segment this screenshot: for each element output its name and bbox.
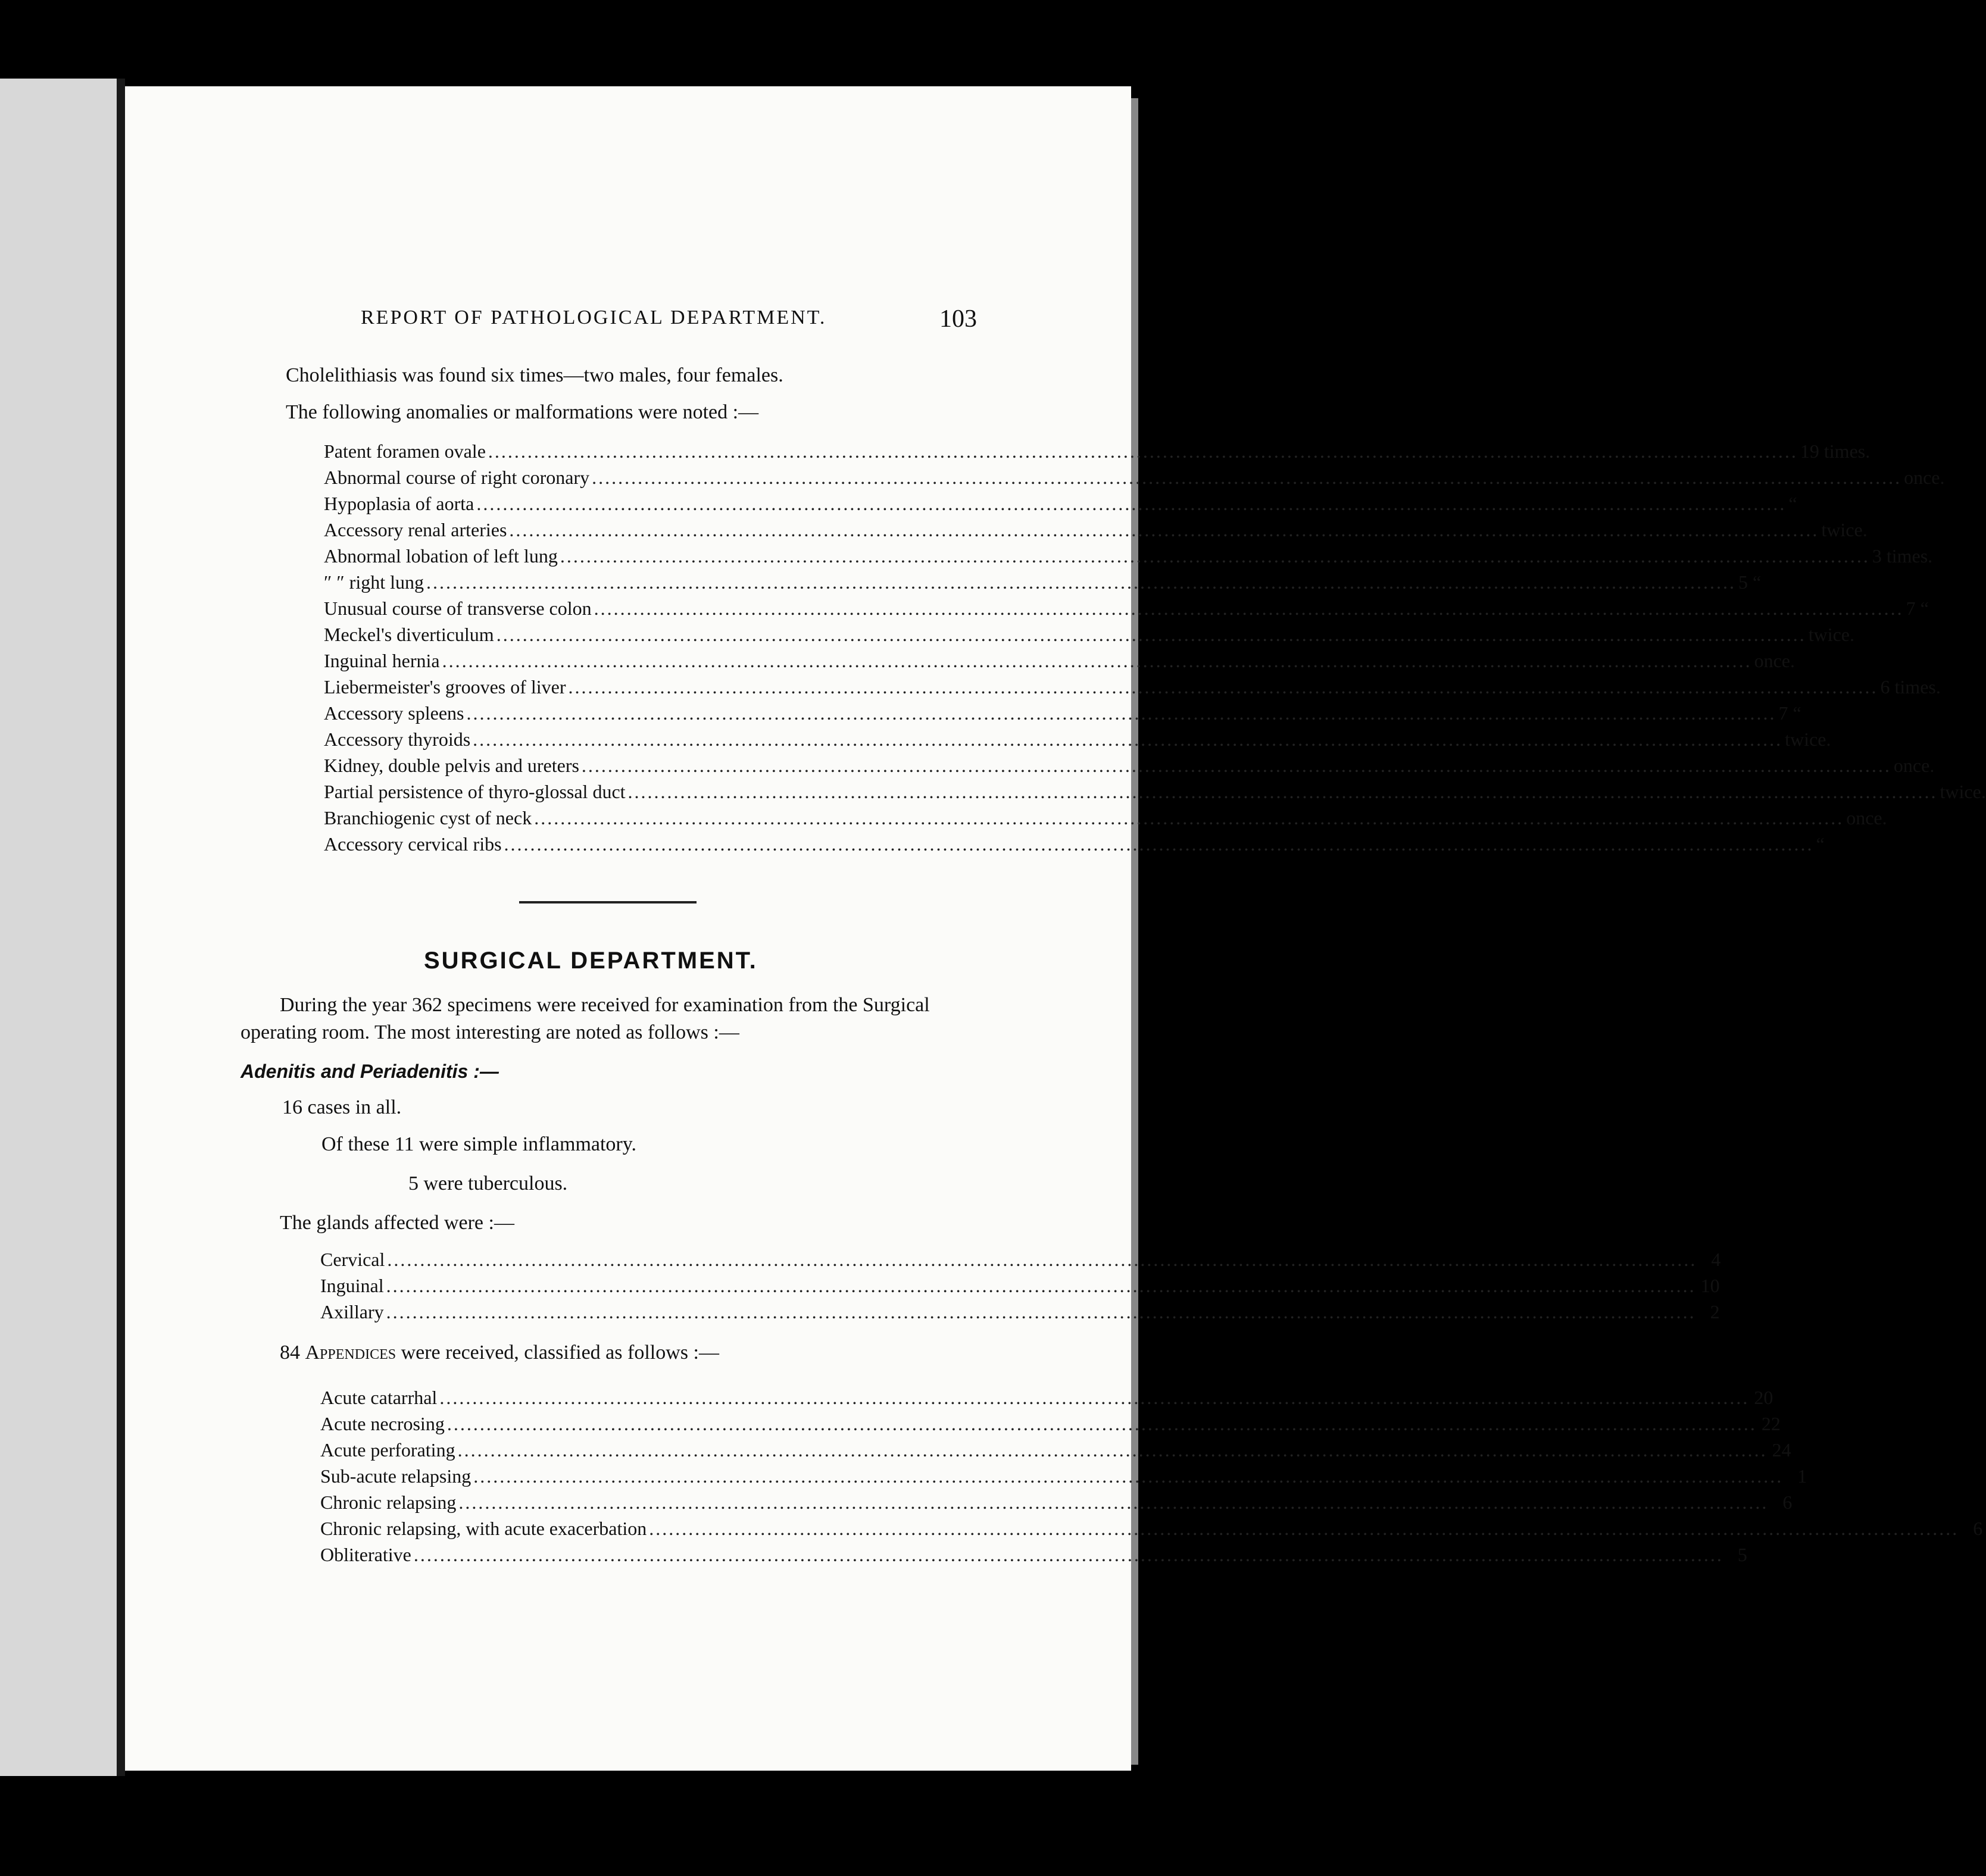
- list-item: [324, 833, 1825, 859]
- item-label: Acute perforating: [320, 1439, 455, 1461]
- dot-leader: ........................................................................................................................................................................................................: [439, 1387, 1750, 1408]
- item-value: 6: [1782, 1492, 1793, 1513]
- list-item: [324, 519, 1868, 545]
- list-item: [324, 781, 1986, 807]
- item-value: 5 “: [1738, 571, 1762, 593]
- gutter-shadow: [117, 79, 125, 1776]
- list-item: [320, 1544, 1747, 1570]
- dot-leader: ........................................................................................................................................................................................................: [594, 598, 1904, 619]
- item-label: Liebermeister's grooves of liver: [324, 676, 566, 698]
- list-item: [320, 1413, 1781, 1439]
- item-label: Kidney, double pelvis and ureters: [324, 755, 579, 776]
- item-value: “: [1816, 833, 1825, 855]
- section-title: SURGICAL DEPARTMENT.: [424, 948, 758, 974]
- item-value: twice.: [1821, 519, 1868, 540]
- dot-leader: ........................................................................................................................................................................................................: [476, 493, 1787, 514]
- appendices-rest: were received, classified as follows :—: [396, 1342, 719, 1364]
- dot-leader: ........................................................................................................................................................................................................: [458, 1492, 1769, 1513]
- list-item: [320, 1249, 1721, 1275]
- dot-leader: ........................................................................................................................................................................................................: [386, 1301, 1696, 1322]
- dot-leader: ........................................................................................................................................................................................................: [560, 545, 1870, 567]
- list-item: [324, 676, 1941, 702]
- item-value: 6: [1973, 1518, 1983, 1539]
- list-item: [320, 1465, 1807, 1492]
- dot-leader: ........................................................................................................................................................................................................: [488, 440, 1798, 462]
- dot-leader: ........................................................................................................................................................................................................: [649, 1518, 1959, 1539]
- page-number: 103: [939, 305, 977, 333]
- item-value: once.: [1754, 650, 1795, 671]
- item-label: Chronic relapsing, with acute exacerbation: [320, 1518, 647, 1539]
- item-value: 7 “: [1778, 702, 1801, 724]
- facing-page-edge: [0, 79, 117, 1776]
- item-value: once.: [1893, 755, 1935, 776]
- list-item: [320, 1275, 1720, 1301]
- item-value: once.: [1904, 467, 1945, 488]
- list-item: [324, 755, 1935, 781]
- appendices-word: Appendices: [305, 1342, 396, 1364]
- item-value: 4: [1711, 1249, 1721, 1270]
- dot-leader: ........................................................................................................................................................................................................: [496, 624, 1806, 645]
- surgical-intro-line1: During the year 362 specimens were received for examination from the Surgical: [280, 994, 930, 1016]
- item-value: 22: [1761, 1413, 1781, 1434]
- item-label: Unusual course of transverse colon: [324, 598, 592, 619]
- list-item: [324, 807, 1887, 833]
- item-label: Accessory thyroids: [324, 728, 471, 750]
- list-item: [320, 1301, 1720, 1327]
- dot-leader: ........................................................................................................................................................................................................: [387, 1249, 1697, 1270]
- item-label: Inguinal hernia: [324, 650, 440, 671]
- item-value: twice.: [1785, 728, 1831, 750]
- list-item: [320, 1439, 1791, 1465]
- item-label: Cervical: [320, 1249, 385, 1270]
- item-value: 2: [1710, 1301, 1720, 1322]
- anomalies-lead: The following anomalies or malformations were noted :—: [286, 401, 759, 423]
- page-right-edge: [1131, 98, 1138, 1765]
- appendices-list: [320, 1387, 1983, 1570]
- item-label: Sub-acute relapsing: [320, 1465, 471, 1487]
- item-label: Hypoplasia of aorta: [324, 493, 474, 514]
- list-item: [324, 702, 1801, 728]
- item-label: Meckel's diverticulum: [324, 624, 494, 645]
- appendices-lead: [280, 1342, 719, 1364]
- dot-leader: ........................................................................................................................................................................................................: [473, 1465, 1784, 1487]
- dot-leader: ........................................................................................................................................................................................................: [413, 1544, 1723, 1565]
- item-value: 1: [1797, 1465, 1807, 1487]
- appendices-count: 84: [280, 1342, 300, 1364]
- dot-leader: ........................................................................................................................................................................................................: [386, 1275, 1696, 1296]
- list-item: [320, 1492, 1793, 1518]
- list-item: [324, 467, 1945, 493]
- list-item: [324, 571, 1762, 598]
- list-item: [324, 728, 1831, 755]
- item-label: Inguinal: [320, 1275, 384, 1296]
- dot-leader: ........................................................................................................................................................................................................: [442, 650, 1752, 671]
- item-value: “: [1788, 493, 1797, 514]
- item-label: Axillary: [320, 1301, 384, 1322]
- item-value: 19 times.: [1800, 440, 1871, 462]
- item-value: 6 times.: [1880, 676, 1941, 698]
- dot-leader: ........................................................................................................................................................................................................: [627, 781, 1938, 802]
- item-label: ″ ″ right lung: [324, 571, 424, 593]
- item-label: Accessory cervical ribs: [324, 833, 502, 855]
- item-value: 24: [1772, 1439, 1791, 1461]
- item-value: once.: [1846, 807, 1887, 828]
- list-item: [324, 650, 1795, 676]
- list-item: [324, 493, 1797, 519]
- glands-list: [320, 1249, 1721, 1327]
- item-value: 3 times.: [1872, 545, 1933, 567]
- dot-leader: ........................................................................................................................................................................................................: [473, 728, 1783, 750]
- item-label: Partial persistence of thyro-glossal duct: [324, 781, 626, 802]
- adenitis-heading: Adenitis and Periadenitis :—: [241, 1061, 499, 1082]
- cases-count: 16 cases in all.: [282, 1096, 402, 1118]
- item-value: 10: [1700, 1275, 1720, 1296]
- item-label: Abnormal lobation of left lung: [324, 545, 558, 567]
- item-label: Accessory renal arteries: [324, 519, 507, 540]
- dot-leader: ........................................................................................................................................................................................................: [466, 702, 1776, 724]
- item-label: Chronic relapsing: [320, 1492, 457, 1513]
- item-label: Acute necrosing: [320, 1413, 445, 1434]
- dot-leader: ........................................................................................................................................................................................................: [446, 1413, 1757, 1434]
- item-label: Abnormal course of right coronary: [324, 467, 590, 488]
- list-item: [324, 545, 1933, 571]
- list-item: [320, 1387, 1773, 1413]
- list-item: [324, 598, 1929, 624]
- dot-leader: ........................................................................................................................................................................................................: [457, 1439, 1768, 1461]
- item-value: twice.: [1940, 781, 1986, 802]
- anomalies-list: [324, 440, 1986, 859]
- list-item: [324, 440, 1871, 467]
- item-label: Patent foramen ovale: [324, 440, 486, 462]
- item-value: 7 “: [1906, 598, 1929, 619]
- dot-leader: ........................................................................................................................................................................................................: [592, 467, 1902, 488]
- running-head: REPORT OF PATHOLOGICAL DEPARTMENT.: [361, 307, 827, 329]
- dot-leader: ........................................................................................................................................................................................................: [504, 833, 1814, 855]
- section-divider: [519, 901, 697, 903]
- dot-leader: ........................................................................................................................................................................................................: [509, 519, 1819, 540]
- glands-lead: The glands affected were :—: [280, 1212, 514, 1234]
- dot-leader: ........................................................................................................................................................................................................: [534, 807, 1844, 828]
- item-label: Branchiogenic cyst of neck: [324, 807, 532, 828]
- list-item: [320, 1518, 1983, 1544]
- item-label: Accessory spleens: [324, 702, 464, 724]
- simple-inflammatory: Of these 11 were simple inflammatory.: [321, 1133, 637, 1155]
- item-value: 20: [1754, 1387, 1773, 1408]
- dot-leader: ........................................................................................................................................................................................................: [568, 676, 1878, 698]
- cholelithiasis-text: Cholelithiasis was found six times—two males, four females.: [286, 364, 783, 386]
- dot-leader: ........................................................................................................................................................................................................: [581, 755, 1891, 776]
- list-item: [324, 624, 1854, 650]
- item-label: Acute catarrhal: [320, 1387, 438, 1408]
- tuberculous: 5 were tuberculous.: [408, 1172, 568, 1195]
- dot-leader: ........................................................................................................................................................................................................: [426, 571, 1736, 593]
- surgical-intro-line2: operating room. The most interesting are noted as follows :—: [241, 1021, 739, 1043]
- item-value: twice.: [1808, 624, 1854, 645]
- item-label: Obliterative: [320, 1544, 411, 1565]
- item-value: 5: [1737, 1544, 1747, 1565]
